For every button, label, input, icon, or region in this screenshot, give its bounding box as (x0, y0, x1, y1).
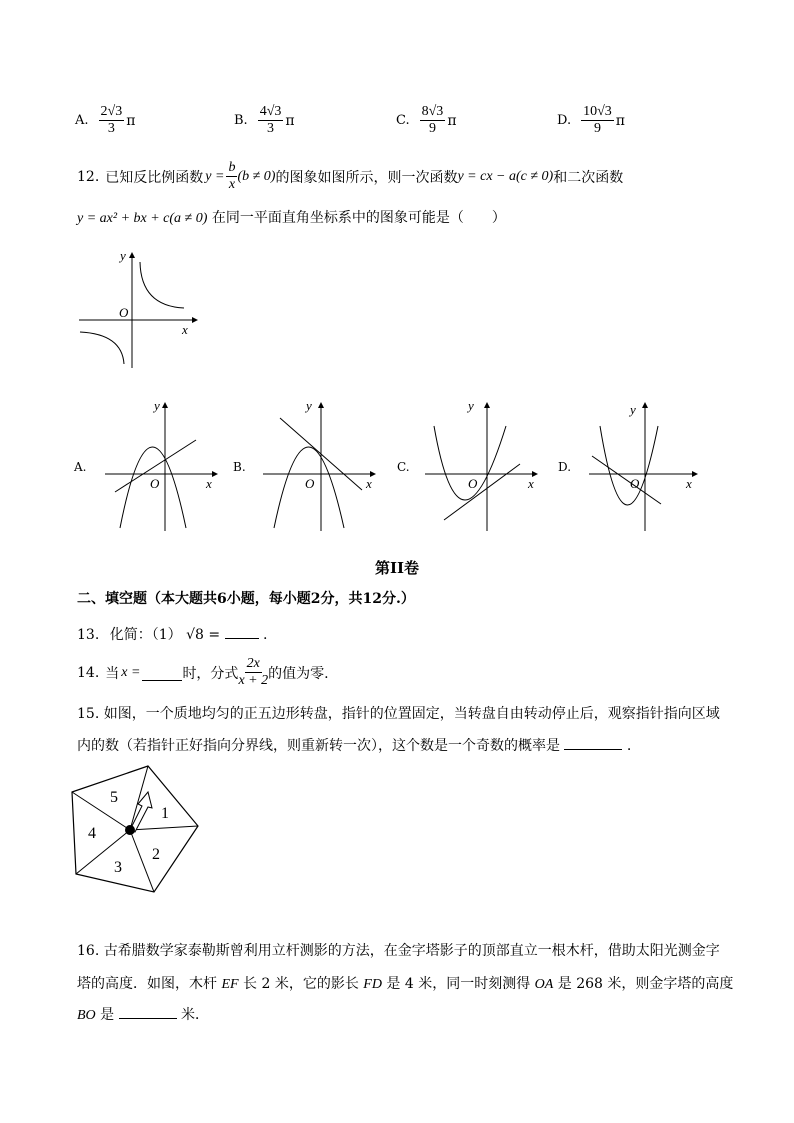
pentagon-spinner (68, 762, 203, 897)
origin-label: O (150, 476, 160, 491)
pi-symbol: π (615, 112, 625, 129)
period: . (263, 627, 268, 643)
segment-oa: OA (534, 977, 554, 992)
option-fraction (99, 104, 125, 137)
option-label: D. (557, 113, 572, 128)
y-axis-label: y (468, 398, 474, 413)
fraction-denominator: 9 (593, 121, 601, 136)
inverse-function-graph (74, 246, 204, 376)
fraction-denominator: x + 2 (238, 673, 269, 688)
fraction-denominator: 3 (107, 121, 115, 136)
choice-a-graph[interactable] (100, 396, 225, 534)
q16-text-b: 长 2 米，它的影长 (243, 976, 359, 992)
q12-text-c: 和二次函数 (553, 169, 624, 186)
fraction-denominator: x (228, 177, 236, 192)
fraction-numerator: 2x (246, 656, 260, 671)
x-axis-label: x (366, 476, 372, 491)
q16-text-c: 是 4 米，同一时刻测得 (386, 976, 531, 992)
q16-line3 (77, 1004, 209, 1024)
fraction-denominator: 9 (428, 121, 436, 136)
q11-option-a (75, 104, 135, 137)
origin-label: O (630, 476, 640, 491)
sector-label-5: 5 (110, 789, 118, 806)
answer-blank[interactable] (225, 638, 259, 639)
q11-option-c (396, 104, 457, 137)
q12-text-d: 在同一平面直角坐标系中的图象可能是（ ） (211, 210, 506, 226)
choice-a-label: A. (74, 460, 87, 474)
sector-label-2: 2 (152, 846, 160, 863)
inverse-function-fraction (226, 160, 237, 193)
option-label: C. (396, 113, 410, 128)
option-fraction (420, 104, 446, 137)
answer-blank[interactable] (564, 749, 622, 750)
section-title: 第II卷 (374, 559, 420, 577)
pi-symbol: π (447, 112, 457, 129)
q12-text-b: 的图象如图所示，则一次函数 (275, 169, 458, 186)
segment-ef: EF (221, 977, 239, 992)
sector-label-1: 1 (161, 805, 169, 822)
linear-function: y = cx − a(c ≠ 0) (457, 168, 554, 184)
choice-c-label: C. (397, 460, 410, 474)
q15-line2 (77, 735, 631, 755)
option-label: B. (234, 113, 248, 128)
question-number: 14. (77, 664, 100, 681)
q15-line1: 15. 如图，一个质地均匀的正五边形转盘，指针的位置固定，当转盘自由转动停止后，观察指针指向区域 (77, 706, 720, 722)
q16-text-d: 是 268 米，则金字塔的高度 (557, 976, 734, 992)
answer-blank[interactable] (142, 664, 182, 681)
segment-bo: BO (77, 1008, 96, 1023)
q12-text-a: 已知反比例函数 (105, 169, 204, 186)
q16-text-e: 是 (100, 1007, 115, 1023)
origin-label: O (468, 476, 478, 491)
q13-line (77, 624, 267, 644)
equals-sign: = (208, 627, 221, 643)
q11-option-b (234, 104, 295, 137)
q14-mid: 时，分式 (182, 665, 239, 682)
choice-c-graph[interactable] (420, 396, 545, 534)
fraction-numerator: 2√3 (100, 104, 123, 119)
q14-line (77, 656, 329, 689)
choice-d-graph[interactable] (584, 396, 709, 534)
fraction-numerator: 10√3 (583, 104, 612, 119)
q12-line2 (77, 207, 506, 227)
inverse-function-lhs: y = (205, 168, 225, 184)
x-axis-label: x (686, 476, 692, 491)
x-axis-label: x (528, 476, 534, 491)
radical: √8 (186, 627, 204, 643)
origin-label: O (305, 476, 315, 491)
y-axis-label: y (154, 398, 160, 413)
y-axis-label: y (120, 248, 126, 263)
choice-d-label: D. (558, 460, 572, 474)
variable-x: x = (121, 664, 141, 680)
option-fraction (258, 104, 284, 137)
sector-label-4: 4 (88, 825, 96, 842)
answer-blank[interactable] (119, 1018, 177, 1019)
y-axis-label: y (630, 402, 636, 417)
q14-prefix: 当 (105, 665, 120, 682)
q16-line1: 16. 古希腊数学家泰勒斯曾利用立杆测影的方法，在金字塔影子的顶部直立一根木杆，借助太阳光测金字 (77, 943, 720, 959)
q14-suffix: 的值为零. (268, 665, 329, 682)
choice-b-graph[interactable] (258, 396, 383, 534)
origin-label: O (119, 305, 129, 320)
y-axis-label: y (306, 398, 312, 413)
inverse-condition: (b ≠ 0) (237, 168, 276, 184)
period: . (626, 738, 632, 754)
section-two-heading: 二、填空题（本大题共6小题，每小题2分，共12分.） (77, 591, 415, 607)
question-number: 12. (77, 168, 100, 185)
sector-label-3: 3 (114, 859, 122, 876)
option-label: A. (75, 113, 89, 128)
q16-line2 (77, 973, 733, 993)
choice-b-label: B. (233, 460, 246, 474)
question-number: 13. (77, 627, 100, 643)
q12-line1 (77, 160, 623, 193)
q16-text-a: 塔的高度．如图，木杆 (77, 976, 217, 992)
fraction-numerator: b (228, 160, 236, 175)
quadratic-function: y = ax² + bx + c(a ≠ 0) (77, 211, 208, 226)
x-axis-label: x (206, 476, 212, 491)
fraction-numerator: 4√3 (259, 104, 282, 119)
q13-text: 化简：（1） (109, 627, 182, 643)
segment-fd: FD (363, 977, 382, 992)
q11-option-d (557, 104, 625, 137)
q15-text: 内的数（若指针正好指向分界线，则重新转一次），这个数是一个奇数的概率是 (77, 738, 560, 754)
q16-text-f: 米． (181, 1007, 210, 1023)
pi-symbol: π (126, 112, 136, 129)
x-axis-label: x (182, 322, 188, 337)
q14-fraction (238, 656, 268, 689)
fraction-numerator: 8√3 (421, 104, 444, 119)
pi-symbol: π (285, 112, 295, 129)
option-fraction (581, 104, 614, 137)
fraction-denominator: 3 (267, 121, 275, 136)
